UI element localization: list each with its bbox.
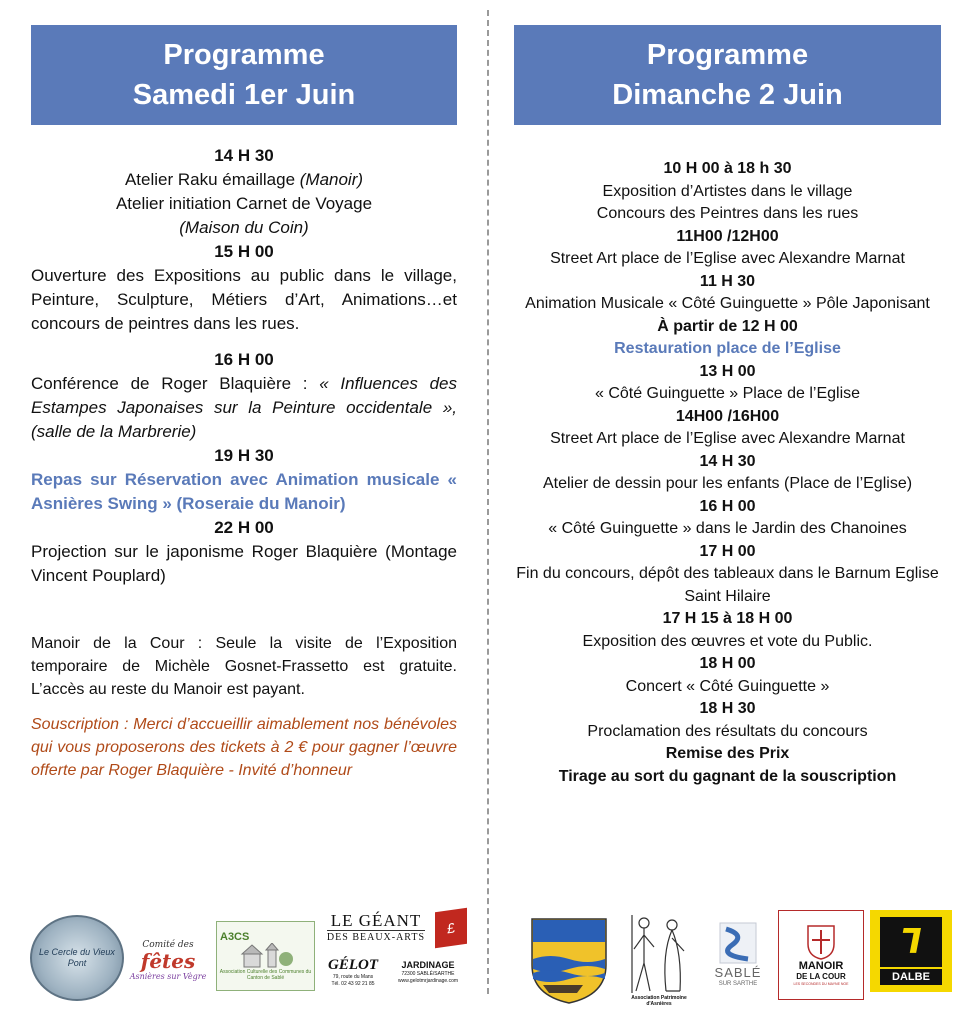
manoir-note: Manoir de la Cour : Seule la visite de l’Exposition temporaire de Michèle Gosnet-Frassetto est gratuite. L’accès au reste du Manoir est payant.: [31, 635, 457, 698]
a3cs-sub: Association Culturelle des Communes du Canton de Sablé: [219, 969, 312, 981]
program-time: 17 H 00: [699, 542, 756, 560]
program-time: 18 H 30: [699, 700, 756, 717]
program-activity: Atelier de dessin pour les enfants (Place de l’Eglise): [542, 475, 913, 492]
comite-fetes-logo: [127, 920, 209, 1000]
a3cs-label: A3CS: [220, 931, 250, 943]
geant-beaux-arts-logo: [320, 910, 432, 946]
program-activity: Street Art place de l’Eglise avec Alexandre Marnat: [550, 430, 905, 447]
sable-wave-icon: [718, 921, 758, 965]
program-activity: Animation Musicale « Côté Guinguette » Pôle Japonisant: [525, 295, 930, 312]
program-time: Tirage au sort du gagnant de la souscription: [558, 767, 897, 785]
carnet-line: Atelier initiation Carnet de Voyage: [115, 194, 373, 213]
comite-label-a: Comité des: [142, 939, 194, 950]
sunday-header: [514, 25, 941, 125]
manoir-shield-icon: [806, 924, 836, 960]
time-1500: 15 H 00: [214, 242, 274, 261]
conference-title: « Influences des Estampes Japonaises sur la Peinture occidentale », (salle de la Marbrerie): [31, 374, 458, 441]
sunday-column: [514, 25, 941, 788]
patrimoine-logo: [620, 905, 698, 1007]
geant-label-b: DES BEAUX-ARTS: [326, 932, 426, 943]
gelot-logo: [320, 952, 386, 992]
jardinage-label-a: JARDINAGE: [401, 960, 455, 970]
program-time: 16 H 00: [699, 497, 756, 515]
comite-label-c: Asnières sur Vègre: [129, 971, 207, 981]
comite-label-b: fêtes: [140, 948, 196, 973]
program-time: 13 H 00: [699, 362, 756, 380]
patrimoine-label: Association Patrimoine d'Asnières: [631, 995, 687, 1007]
program-time: 11H00 /12H00: [676, 227, 779, 245]
sunday-title-line2: Dimanche 2 Juin: [612, 79, 843, 111]
manoir-label-c: LES SECONDES DU MAYNE NOE: [793, 981, 849, 986]
cercle-label: Le Cercle du Vieux Pont: [39, 947, 115, 968]
asnieres-coat-of-arms: [528, 915, 610, 1005]
raku-place: (Manoir): [299, 170, 364, 189]
sable-sur-sarthe-logo: [705, 913, 771, 995]
program-time: 11 H 30: [699, 272, 756, 290]
conference-intro: Conférence de Roger Blaquière :: [31, 374, 320, 393]
program-activity: Concours des Peintres dans les rues: [596, 205, 859, 222]
jardinage-logo: [388, 952, 468, 992]
saturday-program: [31, 144, 457, 782]
dalbe-label: DALBE: [880, 969, 942, 985]
program-time: 10 H 00 à 18 h 30: [663, 160, 792, 177]
program-time: 14 H 30: [699, 452, 756, 470]
time-1600: 16 H 00: [214, 350, 274, 369]
projection-text: Projection sur le japonisme Roger Blaquière (Montage Vincent Pouplard): [31, 542, 457, 585]
geant-label-a: LE GÉANT: [330, 911, 422, 930]
sunday-program: [514, 158, 941, 788]
program-activity: « Côté Guinguette » Place de l’Eglise: [594, 385, 861, 402]
program-activity: Fin du concours, dépôt des tableaux dans le Barnum Eglise Saint Hilaire: [516, 565, 939, 605]
time-1930: 19 H 30: [214, 446, 274, 465]
village-icon: [236, 943, 296, 969]
dalbe-mark-icon: ᒣ: [880, 917, 942, 967]
gelot-label-c: Tél. 02 43 92 21 85: [331, 980, 375, 987]
souscription-note: Souscription : Merci d’accueillir aimablement nos bénévoles qui vous proposerons des tickets à 2 € pour gagner l’œuvre offerte par Roger Blaquière - Invité d’honneur: [31, 716, 457, 779]
sunday-title-line1: Programme: [646, 39, 809, 71]
program-time: 18 H 00: [699, 655, 756, 672]
program-activity: Proclamation des résultats du concours: [587, 722, 868, 740]
program-activity: « Côté Guinguette » dans le Jardin des Chanoines: [548, 520, 907, 537]
manoir-cour-logo: [778, 910, 864, 1000]
gelot-label-a: GÉLOT: [328, 956, 378, 973]
saturday-column: [31, 25, 457, 782]
sable-label-a: SABLÉ: [714, 964, 762, 980]
jardinage-label-c: www.gelotmrjardinage.com: [397, 978, 459, 984]
a3cs-logo: [216, 921, 315, 991]
saturday-title-line1: Programme: [163, 39, 325, 71]
gelot-label-b: 79, route du Mans: [332, 973, 374, 980]
coat-of-arms-icon: [528, 915, 610, 1005]
repas-text: Repas sur Réservation avec Animation musicale « Asnières Swing » (Roseraie du Manoir): [31, 470, 457, 513]
program-time: À partir de 12 H 00: [657, 317, 798, 335]
program-activity: Exposition des œuvres et vote du Public.: [582, 632, 873, 650]
program-time: Remise des Prix: [665, 745, 790, 762]
conference-text: [31, 372, 457, 444]
raku-text: Atelier Raku émaillage: [124, 170, 300, 189]
cercle-vieux-pont-logo: [30, 915, 124, 1001]
dalbe-logo: [870, 910, 952, 992]
ouverture-text: Ouverture des Expositions au public dans le village, Peinture, Sculpture, Métiers d’Art, Animations…et concours de peintres dans les rues.: [31, 266, 457, 333]
column-divider: [487, 10, 489, 994]
program-time: 14H00 /16H00: [675, 407, 780, 425]
sable-label-b: SUR SARTHE: [718, 980, 758, 987]
raku-line: [31, 168, 457, 192]
time-2200: 22 H 00: [214, 518, 274, 537]
saturday-header: [31, 25, 457, 125]
geant-cube-icon: £: [435, 908, 467, 948]
carnet-place: (Maison du Coin): [179, 218, 309, 237]
jardinage-label-b: 72300 SABLÉ/SARTHE: [401, 971, 455, 977]
program-activity: Exposition d’Artistes dans le village: [602, 182, 853, 200]
program-time: 17 H 15 à 18 H 00: [662, 610, 793, 627]
program-activity: Street Art place de l’Eglise avec Alexandre Marnat: [550, 250, 905, 267]
figures-icon: [626, 913, 692, 995]
program-highlight: Restauration place de l’Eglise: [614, 340, 841, 357]
saturday-title-line2: Samedi 1er Juin: [132, 79, 356, 111]
program-activity: Concert « Côté Guinguette »: [625, 677, 830, 695]
manoir-label-b: DE LA COUR: [796, 971, 846, 981]
time-1430: 14 H 30: [214, 146, 274, 165]
manoir-label-a: MANOIR: [798, 959, 844, 972]
